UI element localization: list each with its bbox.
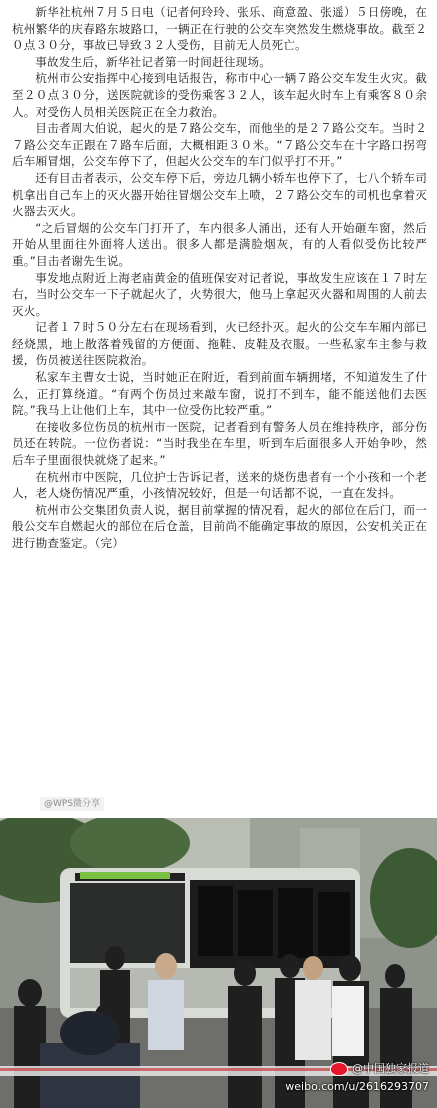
watermark-url: weibo.com/u/2616293707 bbox=[285, 1080, 429, 1093]
paragraph: 私家车主曹女士说，当时她正在附近，看到前面车辆拥堵，不知道发生了什么，正打算绕道。“有两个伤员过来敲车窗，说打不到车，能不能送他们去医院。”我马上让他们上车，其中一位受伤比较严重。” bbox=[12, 370, 427, 418]
paragraph: 在杭州市中医院，几位护士告诉记者，送来的烧伤患者有一个小孩和一个老人，老人烧伤情况严重，小孩情况较好，但是一句话都不说，一直在发抖。 bbox=[12, 469, 427, 501]
wps-share-watermark: @WPS微分享 bbox=[40, 797, 104, 811]
paragraph: 记者１７时５０分左右在现场看到，火已经扑灭。起火的公交车车厢内部已经烧黑，地上散落着残留的方便面、拖鞋、皮鞋及衣服。一些私家车主参与救援，伤员被送往医院救治。 bbox=[12, 320, 427, 368]
paragraph: 还有目击者表示，公交车停下后，旁边几辆小轿车也停下了，七八个轿车司机拿出自己车上的灭火器开始往冒烟公交车上喷，２７路公交车的司机也拿着灭火器去灭火。 bbox=[12, 170, 427, 219]
weibo-watermark bbox=[285, 1060, 429, 1096]
paragraph: 杭州市公交集团负责人说，据目前掌握的情况看，起火的部位在后门，而一般公交车自燃起火的部位在后仓盖，目前尚不能确定事故的原因，公安机关正在进行勘查鉴定。（完） bbox=[12, 502, 427, 550]
paragraph: 新华社杭州７月５日电（记者何玲玲、张乐、商意盈、张遥）５日傍晚，在杭州繁华的庆春路东坡路口，一辆正在行驶的公交车突然发生燃烧事故。截至２０点３０分，事故已导致３２人受伤，目前无人员死亡。 bbox=[12, 5, 427, 53]
paragraph: 在接收多位伤员的杭州市一医院，记者看到有警务人员在维持秩序，部分伤员还在转院。一位伤者说：“当时我坐在车里，听到车后面很多人开始争吵，然后车子里面很快就烧了起来。” bbox=[12, 419, 427, 468]
weibo-logo-icon bbox=[330, 1062, 348, 1076]
paragraph: 事发地点附近上海老庙黄金的值班保安对记者说，事故发生应该在１７时左右，当时公交车一下子就起火了，火势很大，他马上拿起灭火器和周围的人前去灭火。 bbox=[12, 270, 427, 318]
paragraph: 杭州市公安指挥中心接到电话报告，称市中心一辆７路公交车发生火灾。截至２０点３０分，送医院就诊的受伤乘客３２人，该车起火时车上有乘客８０余人。对受伤人员相关医院正在全力救治。 bbox=[12, 71, 427, 119]
paragraph: 目击者周大伯说，起火的是７路公交车，而他坐的是２７路公交车。当时２７路公交车正跟在７路车后面，大概相距３０米。“７路公交车在十字路口拐弯后车厢冒烟，公交车停下了，但起火公交车的车门似乎打不开。” bbox=[12, 121, 427, 169]
watermark-name: @中国独家报道 bbox=[352, 1062, 429, 1075]
paragraph: “之后冒烟的公交车门打开了，车内很多人涌出，还有人开始砸车窗，然后开始从里面往外面将人送出。很多人都是满脸烟灰，有的人看似受伤比较严重。”目击者谢先生说。 bbox=[12, 220, 427, 268]
paragraph: 事故发生后，新华社记者第一时间赶往现场。 bbox=[35, 54, 272, 69]
